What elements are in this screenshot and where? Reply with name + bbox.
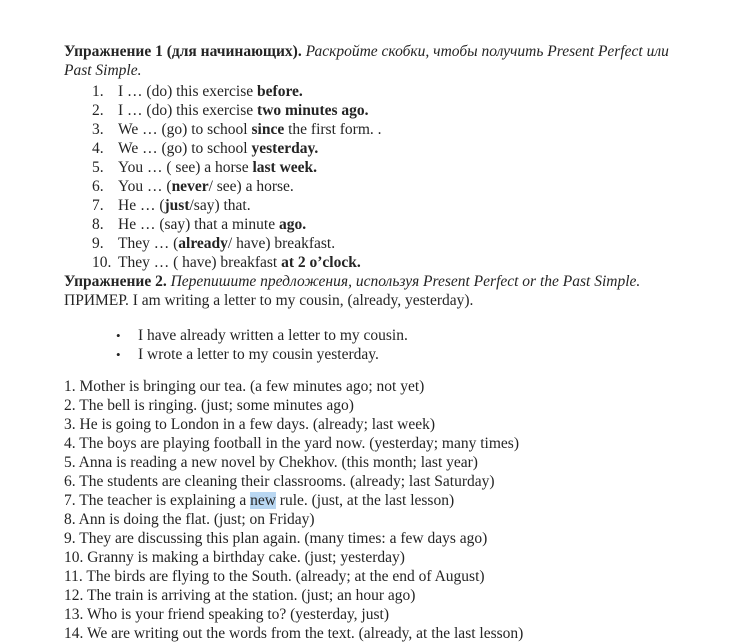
exercise1-item	[64, 139, 693, 158]
bullet-text: I have already written a letter to my cousin.	[138, 326, 408, 344]
example-line: ПРИМЕР. I am writing a letter to my cousin, (already, yesterday).	[64, 292, 474, 309]
bullet-item	[64, 326, 693, 345]
item-text: He … (say) that a minute ago.	[118, 216, 307, 233]
sentence-line: 10. Granny is making a birthday cake. (just; yesterday)	[64, 548, 405, 566]
item-text: He … (just/say) that.	[118, 197, 251, 214]
exercise2-title: Упражнение 2. Перепишите предложения, используя Present Perfect or the Past Simple.	[64, 273, 641, 290]
item-text: You … (never/ see) a horse.	[118, 178, 294, 195]
item-text: They … (already/ have) breakfast.	[118, 235, 336, 252]
exercise1-list	[64, 82, 693, 272]
item-number: 10.	[92, 254, 112, 271]
exercise1-item	[64, 253, 693, 272]
sentence-line: 13. Who is your friend speaking to? (yesterday, just)	[64, 605, 389, 623]
item-number: 1.	[92, 83, 104, 100]
item-number: 9.	[92, 235, 104, 252]
item-text: We … (go) to school yesterday.	[118, 140, 319, 157]
sentence-line: 14. We are writing out the words from the text. (already, at the last lesson)	[64, 624, 524, 642]
item-text: They … ( have) breakfast at 2 o’clock.	[118, 254, 361, 271]
sentence-line: 6. The students are cleaning their classrooms. (already; last Saturday)	[64, 472, 495, 490]
exercise1-item	[64, 120, 693, 139]
item-text: I … (do) this exercise two minutes ago.	[118, 102, 369, 119]
item-number: 5.	[92, 159, 104, 176]
sentence-list	[64, 377, 693, 643]
sentence-line: 11. The birds are flying to the South. (already; at the end of August)	[64, 567, 485, 585]
item-number: 3.	[92, 121, 104, 138]
bullet-icon: •	[116, 346, 121, 362]
spacer	[64, 364, 693, 377]
sentence-line: 9. They are discussing this plan again. (many times: a few days ago)	[64, 529, 488, 547]
sentence-line: 1. Mother is bringing our tea. (a few minutes ago; not yet)	[64, 377, 425, 395]
highlighted-text: new	[250, 491, 276, 509]
sentence-line: 4. The boys are playing football in the yard now. (yesterday; many times)	[64, 434, 519, 452]
bullet-item	[64, 345, 693, 364]
exercise1-item	[64, 215, 693, 234]
exercise1-item	[64, 234, 693, 253]
sentence-line: 2. The bell is ringing. (just; some minutes ago)	[64, 396, 354, 414]
exercise1-title: Упражнение 1 (для начинающих). Раскройте скобки, чтобы получить Present Perfect или Past Simple.	[64, 43, 669, 79]
item-number: 2.	[92, 102, 104, 119]
sentence-line: 3. He is going to London in a few days. (already; last week)	[64, 415, 436, 433]
exercise1-item	[64, 101, 693, 120]
exercise1-item	[64, 82, 693, 101]
sentence-line: 12. The train is arriving at the station. (just; an hour ago)	[64, 586, 416, 604]
sentence-line: 8. Ann is doing the flat. (just; on Friday)	[64, 510, 315, 528]
sentence-line: 5. Anna is reading a new novel by Chekhov. (this month; last year)	[64, 453, 478, 471]
example-bullets	[64, 326, 693, 364]
bullet-text: I wrote a letter to my cousin yesterday.	[138, 345, 379, 363]
exercise1-item	[64, 196, 693, 215]
item-number: 8.	[92, 216, 104, 233]
item-number: 7.	[92, 197, 104, 214]
item-text: You … ( see) a horse last week.	[118, 159, 318, 176]
item-text: We … (go) to school since the first form. .	[118, 121, 382, 138]
item-text: I … (do) this exercise before.	[118, 83, 303, 100]
bullet-icon: •	[116, 327, 121, 343]
item-number: 4.	[92, 140, 104, 157]
sentence-line: 7. The teacher is explaining a new rule. (just, at the last lesson)	[64, 491, 455, 509]
exercise1-item	[64, 158, 693, 177]
exercise1-item	[64, 177, 693, 196]
item-number: 6.	[92, 178, 104, 195]
